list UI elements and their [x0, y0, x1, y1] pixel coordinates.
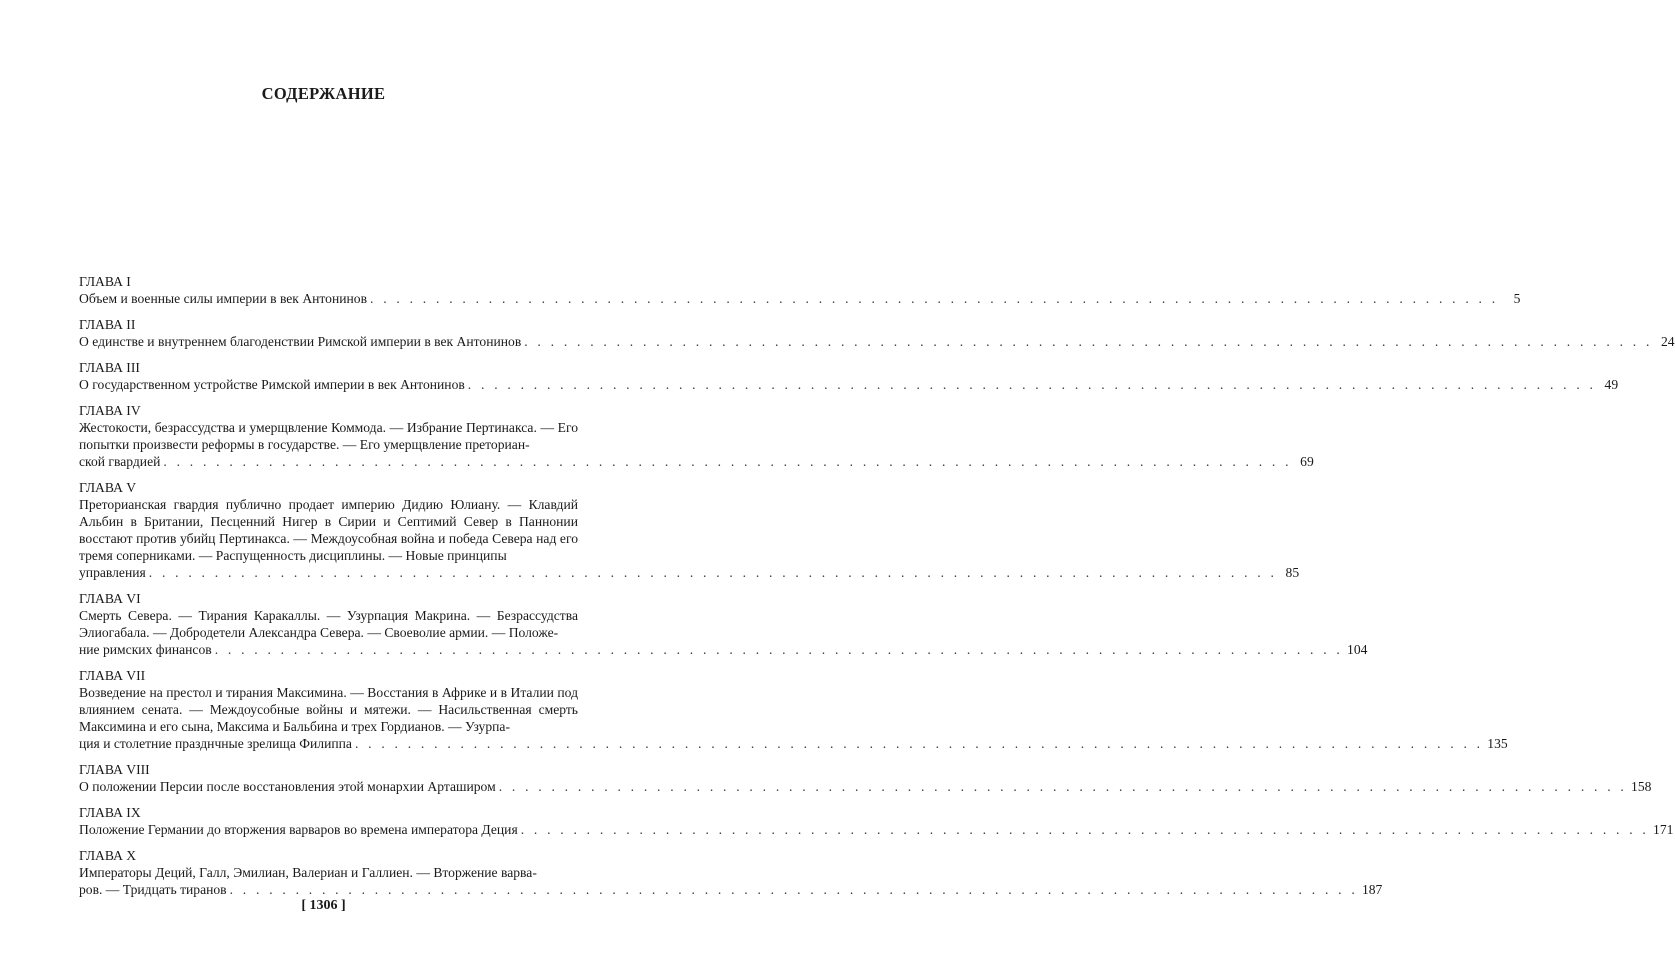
toc-leader-line — [79, 453, 1314, 470]
chapter-summary-end: Положение Германии до вторжения варваров во времена императора Деция — [79, 822, 518, 837]
page-ref: 171 — [1653, 822, 1674, 837]
chapter-label: ГЛАВА X — [79, 848, 137, 863]
chapter-summary-end: ция и столетние празднчные зрелища Филиппа — [79, 736, 352, 751]
toc-leader-line — [79, 641, 1368, 658]
toc-entry[interactable] — [79, 864, 1383, 898]
chapter-summary: Императоры Деций, Галл, Эмилиан, Валериан и Галлиен. — Вторжение варва- — [79, 865, 537, 880]
page-ref: 24 — [1660, 334, 1675, 349]
page-number: [ 1306 ] — [301, 898, 346, 913]
leader-dots — [524, 333, 1652, 350]
toc-entry[interactable] — [79, 684, 1508, 752]
toc-entry[interactable] — [79, 290, 1521, 307]
leader-dots — [215, 641, 1343, 658]
toc-leader-line — [79, 376, 1619, 393]
chapter-label: ГЛАВА II — [79, 317, 136, 332]
toc-leader-line — [79, 564, 1300, 581]
toc-leader-line — [79, 735, 1508, 752]
leader-dots — [468, 376, 1596, 393]
chapter-summary-end: управления — [79, 565, 146, 580]
toc-chapter — [79, 273, 1521, 307]
chapter-label: ГЛАВА IV — [79, 403, 141, 418]
page-ref: 85 — [1285, 565, 1300, 580]
toc-leader-line — [79, 821, 1674, 838]
leader-dots — [499, 778, 1627, 795]
page-ref: 158 — [1631, 779, 1652, 794]
leader-dots — [355, 735, 1483, 752]
page-ref: 104 — [1347, 642, 1368, 657]
page-title: СОДЕРЖАНИЕ — [261, 84, 386, 103]
chapter-summary: Преторианская гвардия публично продает империю Дидию Юлиану. — Клавдий Альбин в Британии, Песценний Нигер в Сирии и Септимий Север в Паннонии восстают против убийц Пертинакса. — Междоусобная война и победа Севера над его тремя соперниками. — Распущенность дисциплины. — Новые принципы — [79, 497, 578, 563]
chapter-label: ГЛАВА V — [79, 480, 137, 495]
toc-entry[interactable] — [79, 333, 1675, 350]
chapter-label: ГЛАВА I — [79, 274, 131, 289]
chapter-summary: Жестокости, безрассудства и умерщвление Коммода. — Избрание Пертинакса. — Его попытки произвести реформы в государстве. — Его умерщвление преториан- — [79, 420, 578, 452]
toc-chapter — [79, 804, 1674, 838]
toc-chapter — [79, 590, 1368, 658]
toc-entry[interactable] — [79, 607, 1368, 658]
toc-chapter — [79, 402, 1314, 470]
leader-dots — [149, 564, 1277, 581]
page-ref: 135 — [1487, 736, 1508, 751]
chapter-label: ГЛАВА III — [79, 360, 140, 375]
page-ref: 69 — [1300, 454, 1314, 469]
chapter-label: ГЛАВА VI — [79, 591, 141, 606]
toc-leader-line — [79, 290, 1521, 307]
chapter-summary-end: ров. — Тридцать тиранов — [79, 882, 227, 897]
toc-chapter — [79, 316, 1675, 350]
leader-dots — [230, 881, 1358, 898]
chapter-summary-end: О положении Персии после восстановления этой монархии Арташиром — [79, 779, 496, 794]
toc-chapter — [79, 847, 1383, 898]
toc-chapter — [79, 667, 1508, 752]
chapter-summary-end: ние римских финансов — [79, 642, 212, 657]
chapter-label: ГЛАВА IX — [79, 805, 141, 820]
toc-entry[interactable] — [79, 496, 1300, 581]
leader-dots — [370, 290, 1498, 307]
toc-entry[interactable] — [79, 821, 1674, 838]
leader-dots — [163, 453, 1291, 470]
page-ref: 5 — [1513, 291, 1521, 306]
table-of-contents — [79, 273, 1675, 907]
toc-entry[interactable] — [79, 376, 1619, 393]
toc-chapter — [79, 761, 1652, 795]
chapter-summary: Возведение на престол и тирания Максимина. — Восстания в Африке и в Италии под влиянием сената. — Междоусобные войны и мятежи. — Насильственная смерть Максимина и его сына, Максима и Бальбина и трех Гордианов. — Узурпа- — [79, 685, 578, 734]
page-ref: 49 — [1604, 377, 1619, 392]
leader-dots — [521, 821, 1649, 838]
chapter-label: ГЛАВА VII — [79, 668, 146, 683]
chapter-summary-end: Объем и военные силы империи в век Антонинов — [79, 291, 368, 306]
page-ref: 187 — [1361, 882, 1383, 897]
chapter-summary-end: О государственном устройстве Римской империи в век Антонинов — [79, 377, 465, 392]
toc-chapter — [79, 479, 1300, 581]
chapter-summary: Смерть Севера. — Тирания Каракаллы. — Узурпация Макрина. — Безрассудства Элиогабала. — Добродетели Александра Севера. — Своеволие армии. — Положе- — [79, 608, 578, 640]
toc-chapter — [79, 359, 1619, 393]
toc-leader-line — [79, 333, 1675, 350]
toc-leader-line — [79, 881, 1383, 898]
toc-entry[interactable] — [79, 778, 1652, 795]
toc-leader-line — [79, 778, 1652, 795]
chapter-label: ГЛАВА VIII — [79, 762, 150, 777]
chapter-summary-end: ской гвардией — [79, 454, 161, 469]
chapter-summary-end: О единстве и внутреннем благоденствии Римской империи в век Антонинов — [79, 334, 522, 349]
toc-entry[interactable] — [79, 419, 1314, 470]
